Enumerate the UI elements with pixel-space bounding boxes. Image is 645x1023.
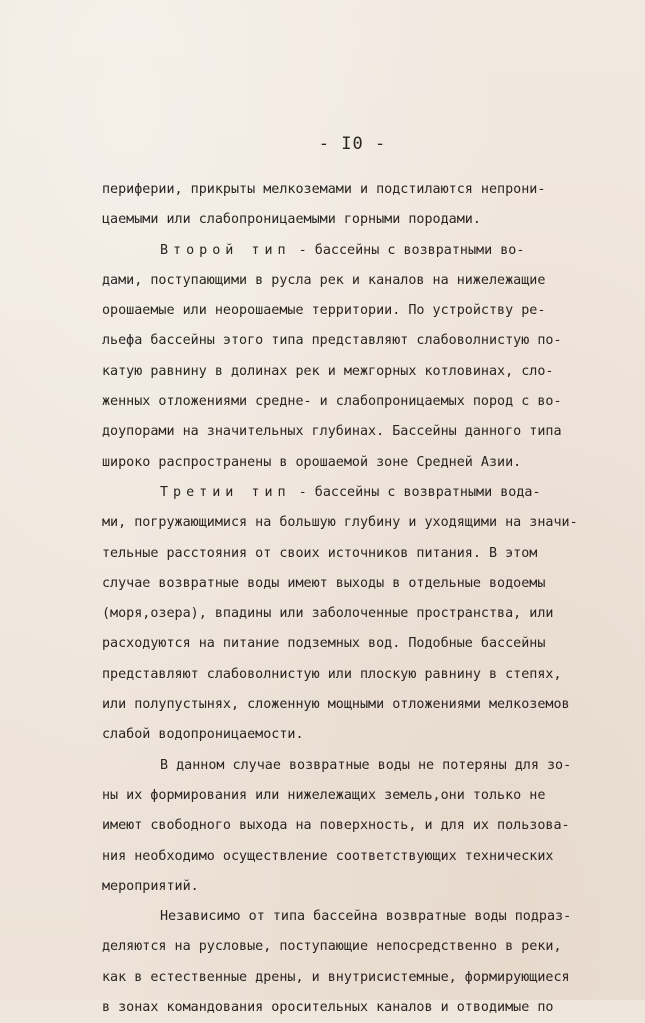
text-line: мероприятий. <box>102 878 199 894</box>
text-line: Второй тип - бассейны с возвратными во- <box>160 242 525 258</box>
text-line: слабой водопроницаемости. <box>102 727 304 743</box>
text-line: тельные расстояния от своих источников питания. В этом <box>102 545 538 561</box>
text-line: льефа бассейны этого типа представляют слабоволнистую по- <box>102 333 562 349</box>
text-line: орошаемые или неорошаемые территории. По устройству ре- <box>102 303 546 319</box>
text-line: случае возвратные воды имеют выходы в отдельные водоемы <box>102 575 546 591</box>
text-line: ния необходимо осуществление соответствующих технических <box>102 848 554 864</box>
text-line: цаемыми или слабопроницаемыми горными породами. <box>102 212 481 228</box>
text-line: широко распространены в орошаемой зоне Средней Азии. <box>102 454 522 470</box>
text-line: дами, поступающими в русла рек и каналов на нижележащие <box>102 272 546 288</box>
text-line: периферии, прикрыты мелкоземами и подстилаются непрони- <box>102 182 546 197</box>
text-line: ны их формирования или нижележащих земель,они только не <box>102 787 546 803</box>
text-line: женных отложениями средне- и слабопроницаемых пород с во- <box>102 394 562 410</box>
text-line: имеют свободного выхода на поверхность, и для их пользова- <box>102 818 570 834</box>
text-line: как в естественные дрены, и внутрисистемные, формирующиеся <box>102 969 570 985</box>
text-line: Независимо от типа бассейна возвратные воды подраз- <box>160 909 572 925</box>
text-line: Третии тип - бассейны с возвратными вода- <box>160 484 541 500</box>
text-line: катую равнину в долинах рек и межгорных котловинах, сло- <box>102 363 554 379</box>
text-line: в зонах командования оросительных каналов и отводимые по <box>102 1000 554 1016</box>
text-line: деляются на русловые, поступающие непосредственно в реки, <box>102 939 562 955</box>
text-line: доупорами на значительных глубинах. Бассейны данного типа <box>102 424 562 440</box>
section-title-inline: Третии тип <box>160 484 291 500</box>
text-line: представляют слабоволнистую или плоскую равнину в степях, <box>102 666 562 682</box>
text-line: (моря,озера), впадины или заболоченные пространства, или <box>102 606 554 622</box>
document-body <box>102 175 612 1023</box>
page-number: - I0 - <box>318 134 387 154</box>
text-line: или полупустынях, сложенную мощными отложениями мелкоземов <box>102 697 570 713</box>
text-line: В данном случае возвратные воды не потеряны для зо- <box>160 757 572 773</box>
text-line: расходуются на питание подземных вод. Подобные бассейны <box>102 636 546 652</box>
text-line: ми, погружающимися на большую глубину и уходящими на значи- <box>102 515 578 531</box>
section-title-inline: Второй тип <box>160 242 291 258</box>
